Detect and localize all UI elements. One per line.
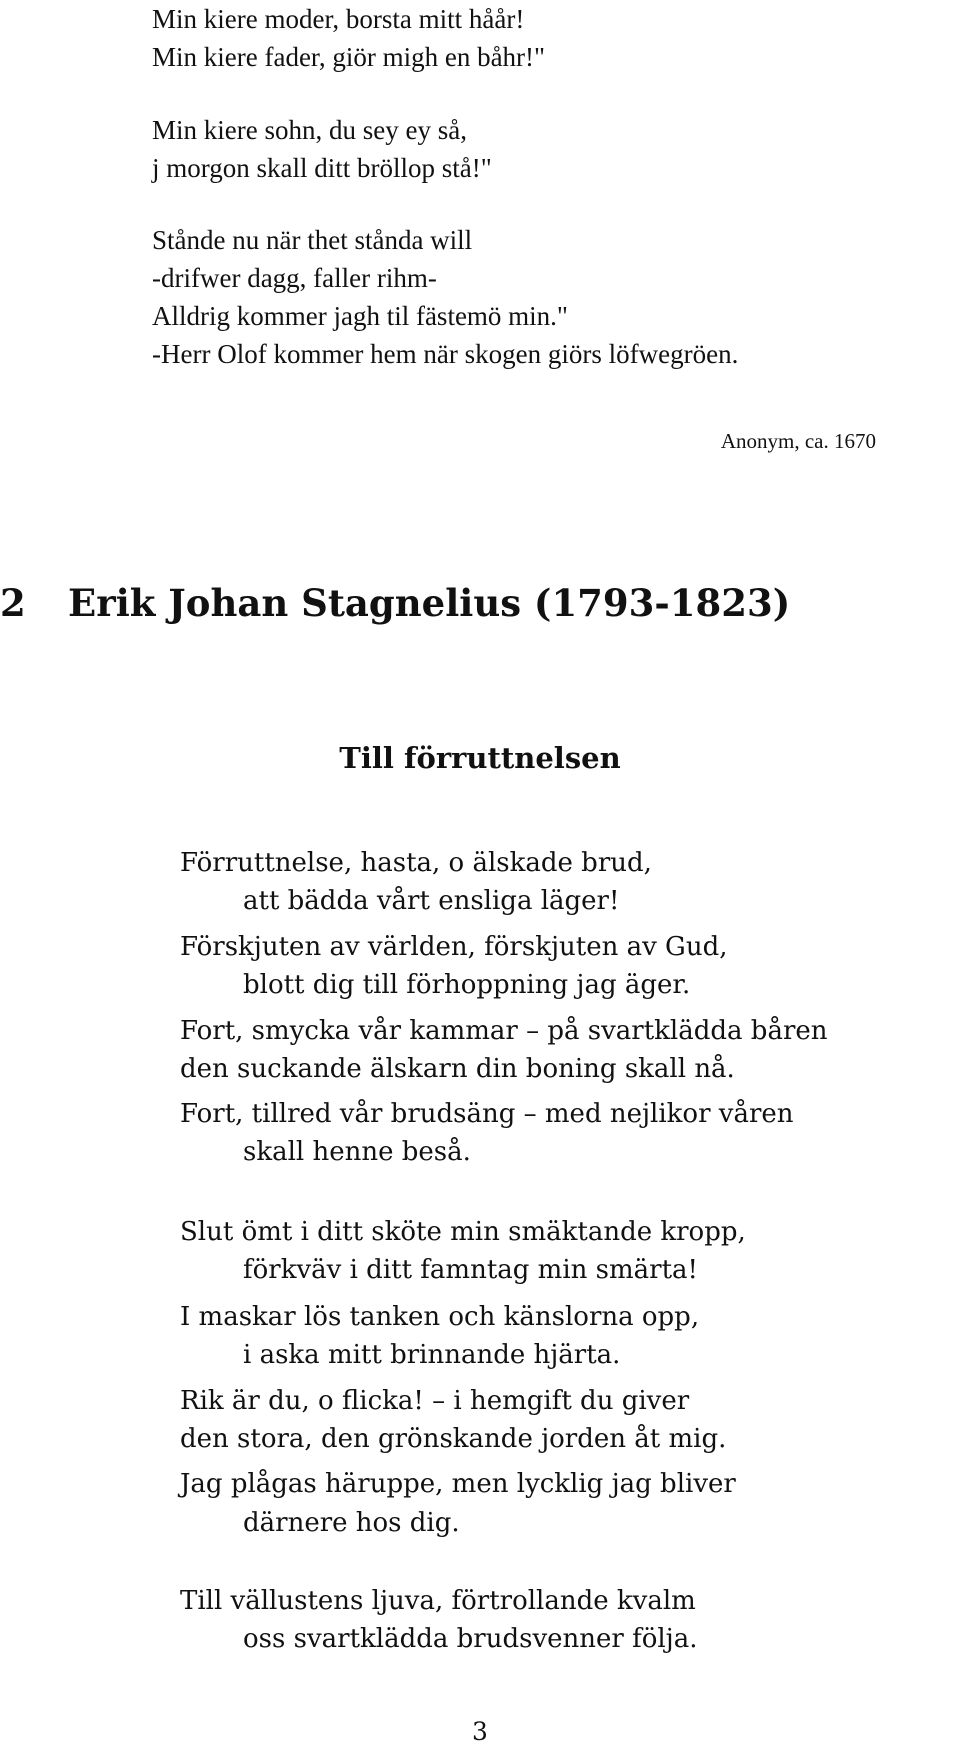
poem-line: Jag plågas häruppe, men lycklig jag bliver xyxy=(180,1469,736,1499)
poem-line: Slut ömt i ditt sköte min smäktande kropp, xyxy=(180,1217,746,1247)
poem-line: Till vällustens ljuva, förtrollande kvalm xyxy=(180,1586,696,1616)
poem-line: att bädda vårt ensliga läger! xyxy=(243,886,620,916)
top-poem-line: -Herr Olof kommer hem när skogen giörs löfwegröen. xyxy=(152,339,739,369)
section-title: Erik Johan Stagnelius (1793-1823) xyxy=(68,581,791,625)
poem-line: förkväv i ditt famntag min smärta! xyxy=(243,1255,698,1285)
poem-line: i aska mitt brinnande hjärta. xyxy=(243,1340,621,1370)
poem-line: Fort, tillred vår brudsäng – med nejlikor våren xyxy=(180,1099,794,1129)
top-poem-line: j morgon skall ditt bröllop stå!" xyxy=(152,153,492,183)
poem-line: Förskjuten av världen, förskjuten av Gud, xyxy=(180,932,728,962)
poem-attribution: Anonym, ca. 1670 xyxy=(720,429,876,453)
poem-line: Förruttnelse, hasta, o älskade brud, xyxy=(180,848,652,878)
poem-line: I maskar lös tanken och känslorna opp, xyxy=(180,1302,700,1332)
poem-line: skall henne beså. xyxy=(243,1137,471,1167)
section-heading xyxy=(0,578,790,628)
poem-line: därnere hos dig. xyxy=(243,1508,460,1538)
poem-line: blott dig till förhoppning jag äger. xyxy=(243,970,691,1000)
poem-line: den stora, den grönskande jorden åt mig. xyxy=(180,1424,727,1454)
top-poem-line: Stånde nu när thet stånda will xyxy=(152,225,473,255)
poem-line: Rik är du, o flicka! – i hemgift du giver xyxy=(180,1386,690,1416)
top-poem-line: Alldrig kommer jagh til fästemö min." xyxy=(152,301,568,331)
top-poem-line: Min kiere moder, borsta mitt håår! xyxy=(152,4,525,34)
top-poem-line: Min kiere sohn, du sey ey så, xyxy=(152,115,467,145)
poem-title: Till förruttnelsen xyxy=(339,741,621,775)
poem-line: Fort, smycka vår kammar – på svartklädda båren xyxy=(180,1016,828,1046)
section-number: 2 xyxy=(0,581,26,625)
poem-line: den suckande älskarn din boning skall nå. xyxy=(180,1054,735,1084)
page-number: 3 xyxy=(472,1717,488,1746)
top-poem-line: Min kiere fader, giör migh en båhr!" xyxy=(152,42,546,72)
top-poem-line: -drifwer dagg, faller rihm- xyxy=(152,263,437,293)
poem-line: oss svartklädda brudsvenner följa. xyxy=(243,1624,698,1654)
